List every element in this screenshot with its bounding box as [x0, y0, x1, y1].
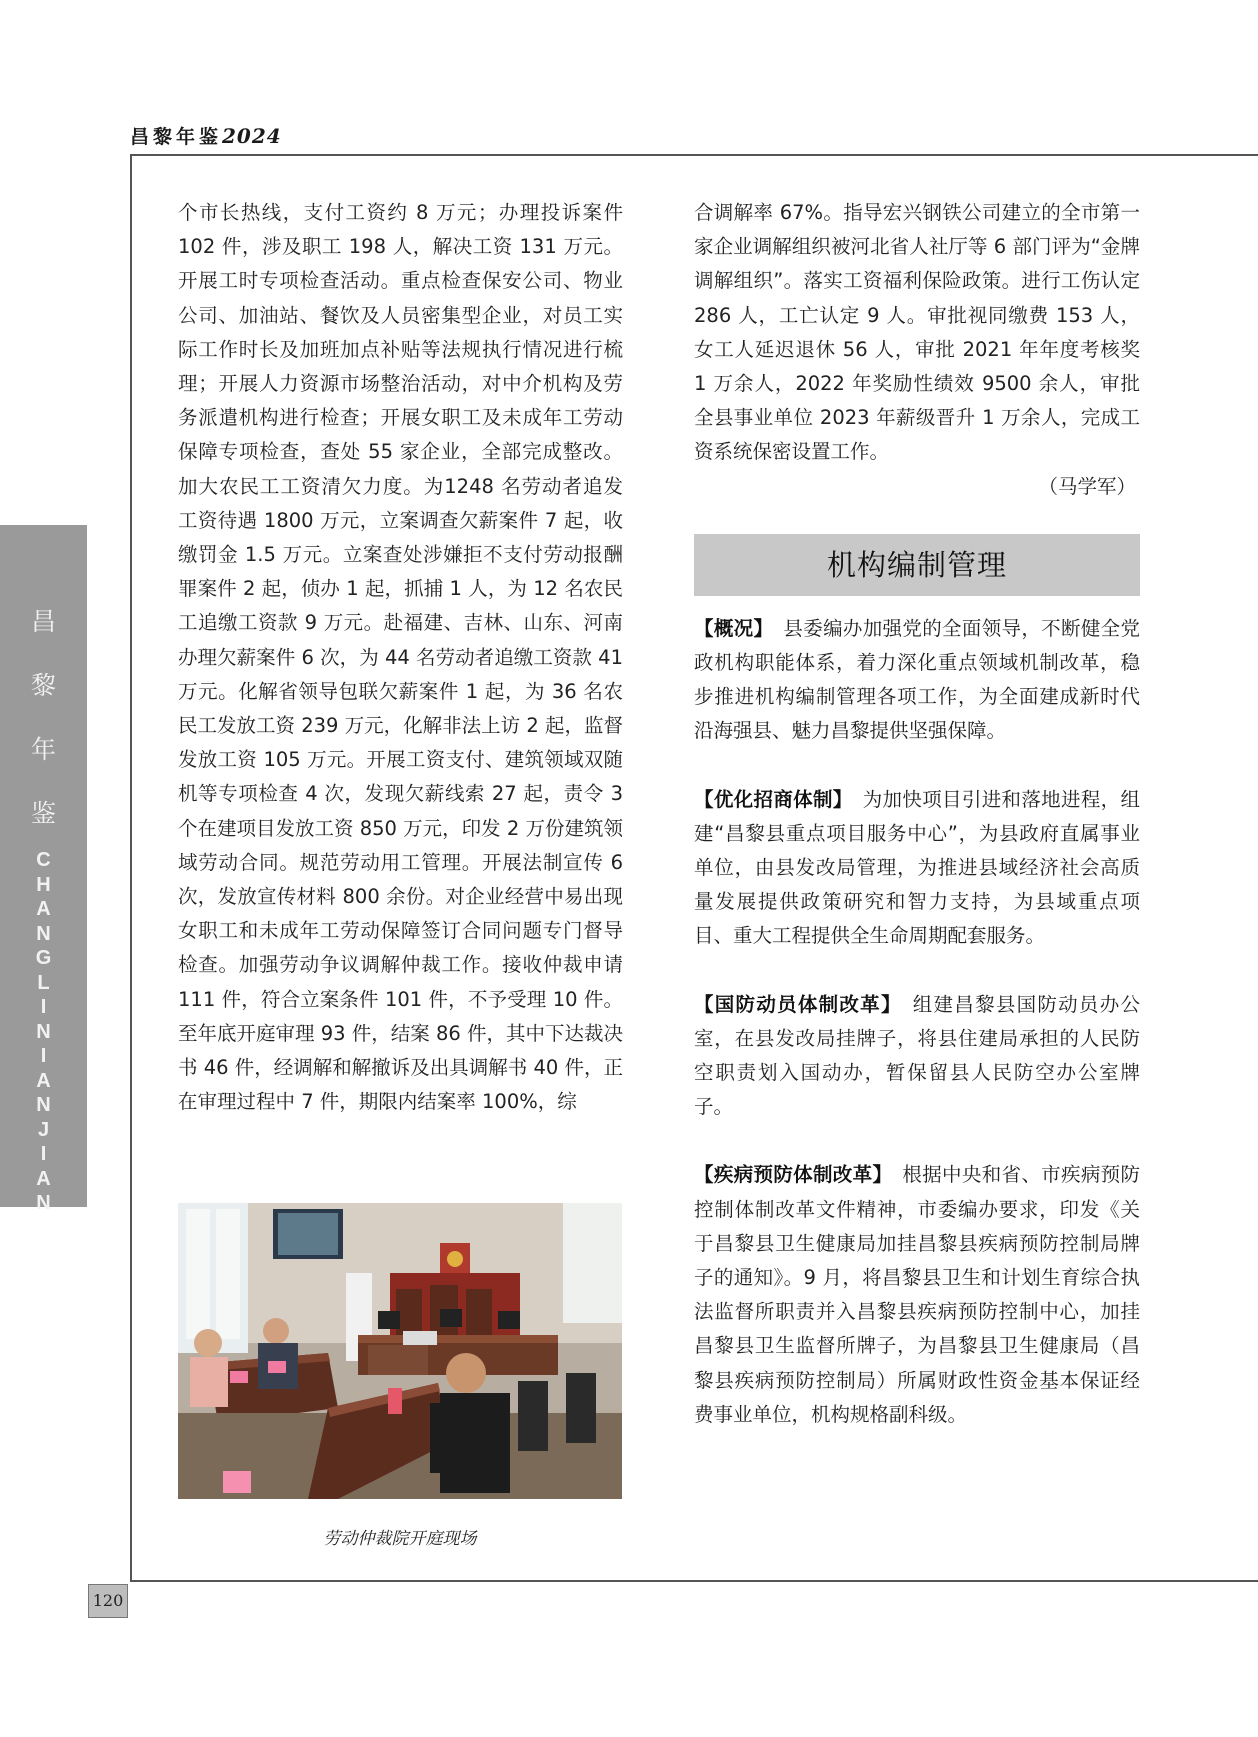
side-pinyin-letter: L — [37, 971, 50, 994]
paragraph-text: 县委编办加强党的全面领导，不断健全党政机构职能体系，着力深化重点领域机制改革，稳步推进机构编制管理各项工作，为全面建成新时代沿海强县、魅力昌黎提供坚强保障。 — [694, 616, 1140, 743]
paragraph-text: 根据中央和省、市疾病预防控制体制改革文件精神，市委编办要求，印发《关于昌黎县卫生健康局加挂昌黎县疾病预防控制局牌子的通知》。9 月，将昌黎县卫生和计划生育综合执法监督所职责并入昌黎县疾病预防控制中心，加挂昌黎县卫生监督所牌子，为昌黎县卫生健康局（昌黎县疾病预防控制局）所属财政性资金基本保证经费事业单位，机构规格副科级。 — [694, 1163, 1140, 1426]
paragraph-text: 组建昌黎县国防动员办公室，在县发改局挂牌子，将县住建局承担的人民防空职责划入国动办，暂保留县人民防空办公室牌子。 — [694, 992, 1140, 1119]
paragraph-text: 为加快项目引进和落地进程，组建“昌黎县重点项目服务中心”，为县政府直属事业单位，由县发改局管理，为推进县域经济社会高质量发展提供政策研究和智力支持，为县域重点项目、重大工程提供全生命周期配套服务。 — [694, 787, 1140, 948]
side-pinyin-letter: C — [36, 849, 51, 871]
courtroom-photo — [178, 1203, 622, 1499]
page-number: 120 — [88, 1584, 128, 1618]
running-header — [130, 122, 282, 149]
header-year: 2024 — [222, 124, 282, 148]
body-paragraph: 个市长热线，支付工资约 8 万元；办理投诉案件 102 件，涉及职工 198 人，解决工资 131 万元。开展工时专项检查活动。重点检查保安公司、物业公司、加油站、餐饮及人员密集型企业，对员工实际工作时长及加班加点补贴等法规执行情况进行梳理；开展人力资源市场整治活动，对中介机构及劳务派遣机构进行检查；开展女职工及未成年工劳动保障专项检查，查处 55 家企业，全部完成整改。加大农民工工资清欠力度。为1248 名劳动者追发工资待遇 1800 万元，立案调查欠薪案件 7 起，收缴罚金 1.5 万元。立案查处涉嫌拒不支付劳动报酬罪案件 2 起，侦办 1 起，抓捕 1 人，为 12 名农民工追缴工资款 9 万元。赴福建、吉林、山东、河南办理欠薪案件 6 次，为 44 名劳动者追缴工资款 41 万元。化解省领导包联欠薪案件 1 起，为 36 名农民工发放工资 239 万元，化解非法上访 2 起，监督发放工资 105 万元。开展工资支付、建筑领域双随机等专项检查 4 次，发现欠薪线索 27 起，责令 3 个在建项目发放工资 850 万元，印发 2 万份建筑领域劳动合同。规范劳动用工管理。开展法制宣传 6 次，发放宣传材料 800 余份。对企业经营中易出现女职工和未成年工劳动保障签订合同问题专门督导检查。加强劳动争议调解仲裁工作。接收仲裁申请 111 件，符合立案条件 101 件，不予受理 10 件。至年底开庭审理 93 件，结案 86 件，其中下达裁决书 46 件，经调解和解撤诉及出具调解书 40 件，正在审理过程中 7 件，期限内结案率 100%，综 — [178, 201, 623, 1114]
side-pinyin-letter: A — [36, 1167, 51, 1190]
frame-top-rule — [130, 154, 1258, 156]
side-pinyin-letter: I — [40, 1045, 47, 1067]
side-pinyin-letter: N — [36, 1192, 51, 1214]
side-tab-char: 昌 — [30, 607, 56, 636]
side-pinyin-letter: I — [40, 996, 47, 1018]
side-pinyin-letter: G — [35, 947, 52, 969]
section-paragraph — [694, 783, 1140, 954]
frame-bottom-rule — [130, 1580, 1258, 1582]
author-byline: （马学军） — [1038, 474, 1136, 498]
left-column — [178, 196, 623, 1119]
photo-caption: 劳动仲裁院开庭现场 — [323, 1529, 477, 1549]
side-tab-char: 黎 — [30, 671, 56, 700]
section-heading: 机构编制管理 — [694, 534, 1140, 596]
side-pinyin-letter: H — [36, 873, 51, 896]
side-pinyin-letter: I — [40, 1143, 47, 1165]
header-title: 昌黎年鉴 — [130, 126, 223, 148]
side-tab-pinyin — [0, 848, 87, 1216]
section-paragraph — [694, 612, 1140, 749]
side-pinyin-letter: J — [37, 1118, 50, 1141]
paragraph-term: 【国防动员体制改革】 — [694, 992, 892, 1016]
right-column — [694, 196, 1140, 1432]
section-paragraph — [694, 1158, 1140, 1432]
frame-left-rule — [130, 154, 132, 1580]
side-pinyin-letter: N — [36, 1094, 51, 1116]
side-tab-title — [0, 590, 87, 846]
side-tab-char: 鉴 — [30, 799, 56, 828]
side-pinyin-letter: N — [36, 1020, 51, 1043]
side-pinyin-letter: A — [36, 1069, 51, 1092]
section-paragraph — [694, 988, 1140, 1125]
side-pinyin-letter: N — [36, 922, 51, 945]
paragraph-term: 【疾病预防体制改革】 — [694, 1163, 883, 1187]
paragraph-term: 【优化招商体制】 — [694, 787, 843, 811]
side-pinyin-letter: A — [36, 898, 51, 920]
side-tab-char: 年 — [30, 735, 56, 764]
continuation-paragraph: 合调解率 67%。指导宏兴钢铁公司建立的全市第一家企业调解组织被河北省人社厅等 6 部门评为“金牌调解组织”。落实工资福利保险政策。进行工伤认定 286 人，工亡认定 9 人。审批视同缴费 153 人，女工人延迟退休 56 人，审批 2021 年年度考核奖 1 万余人，2022 年奖励性绩效 9500 余人，审批全县事业单位 2023 年薪级晋升 1 万余人，完成工资系统保密设置工作。 — [694, 201, 1140, 464]
paragraph-term: 【概况】 — [694, 616, 764, 640]
